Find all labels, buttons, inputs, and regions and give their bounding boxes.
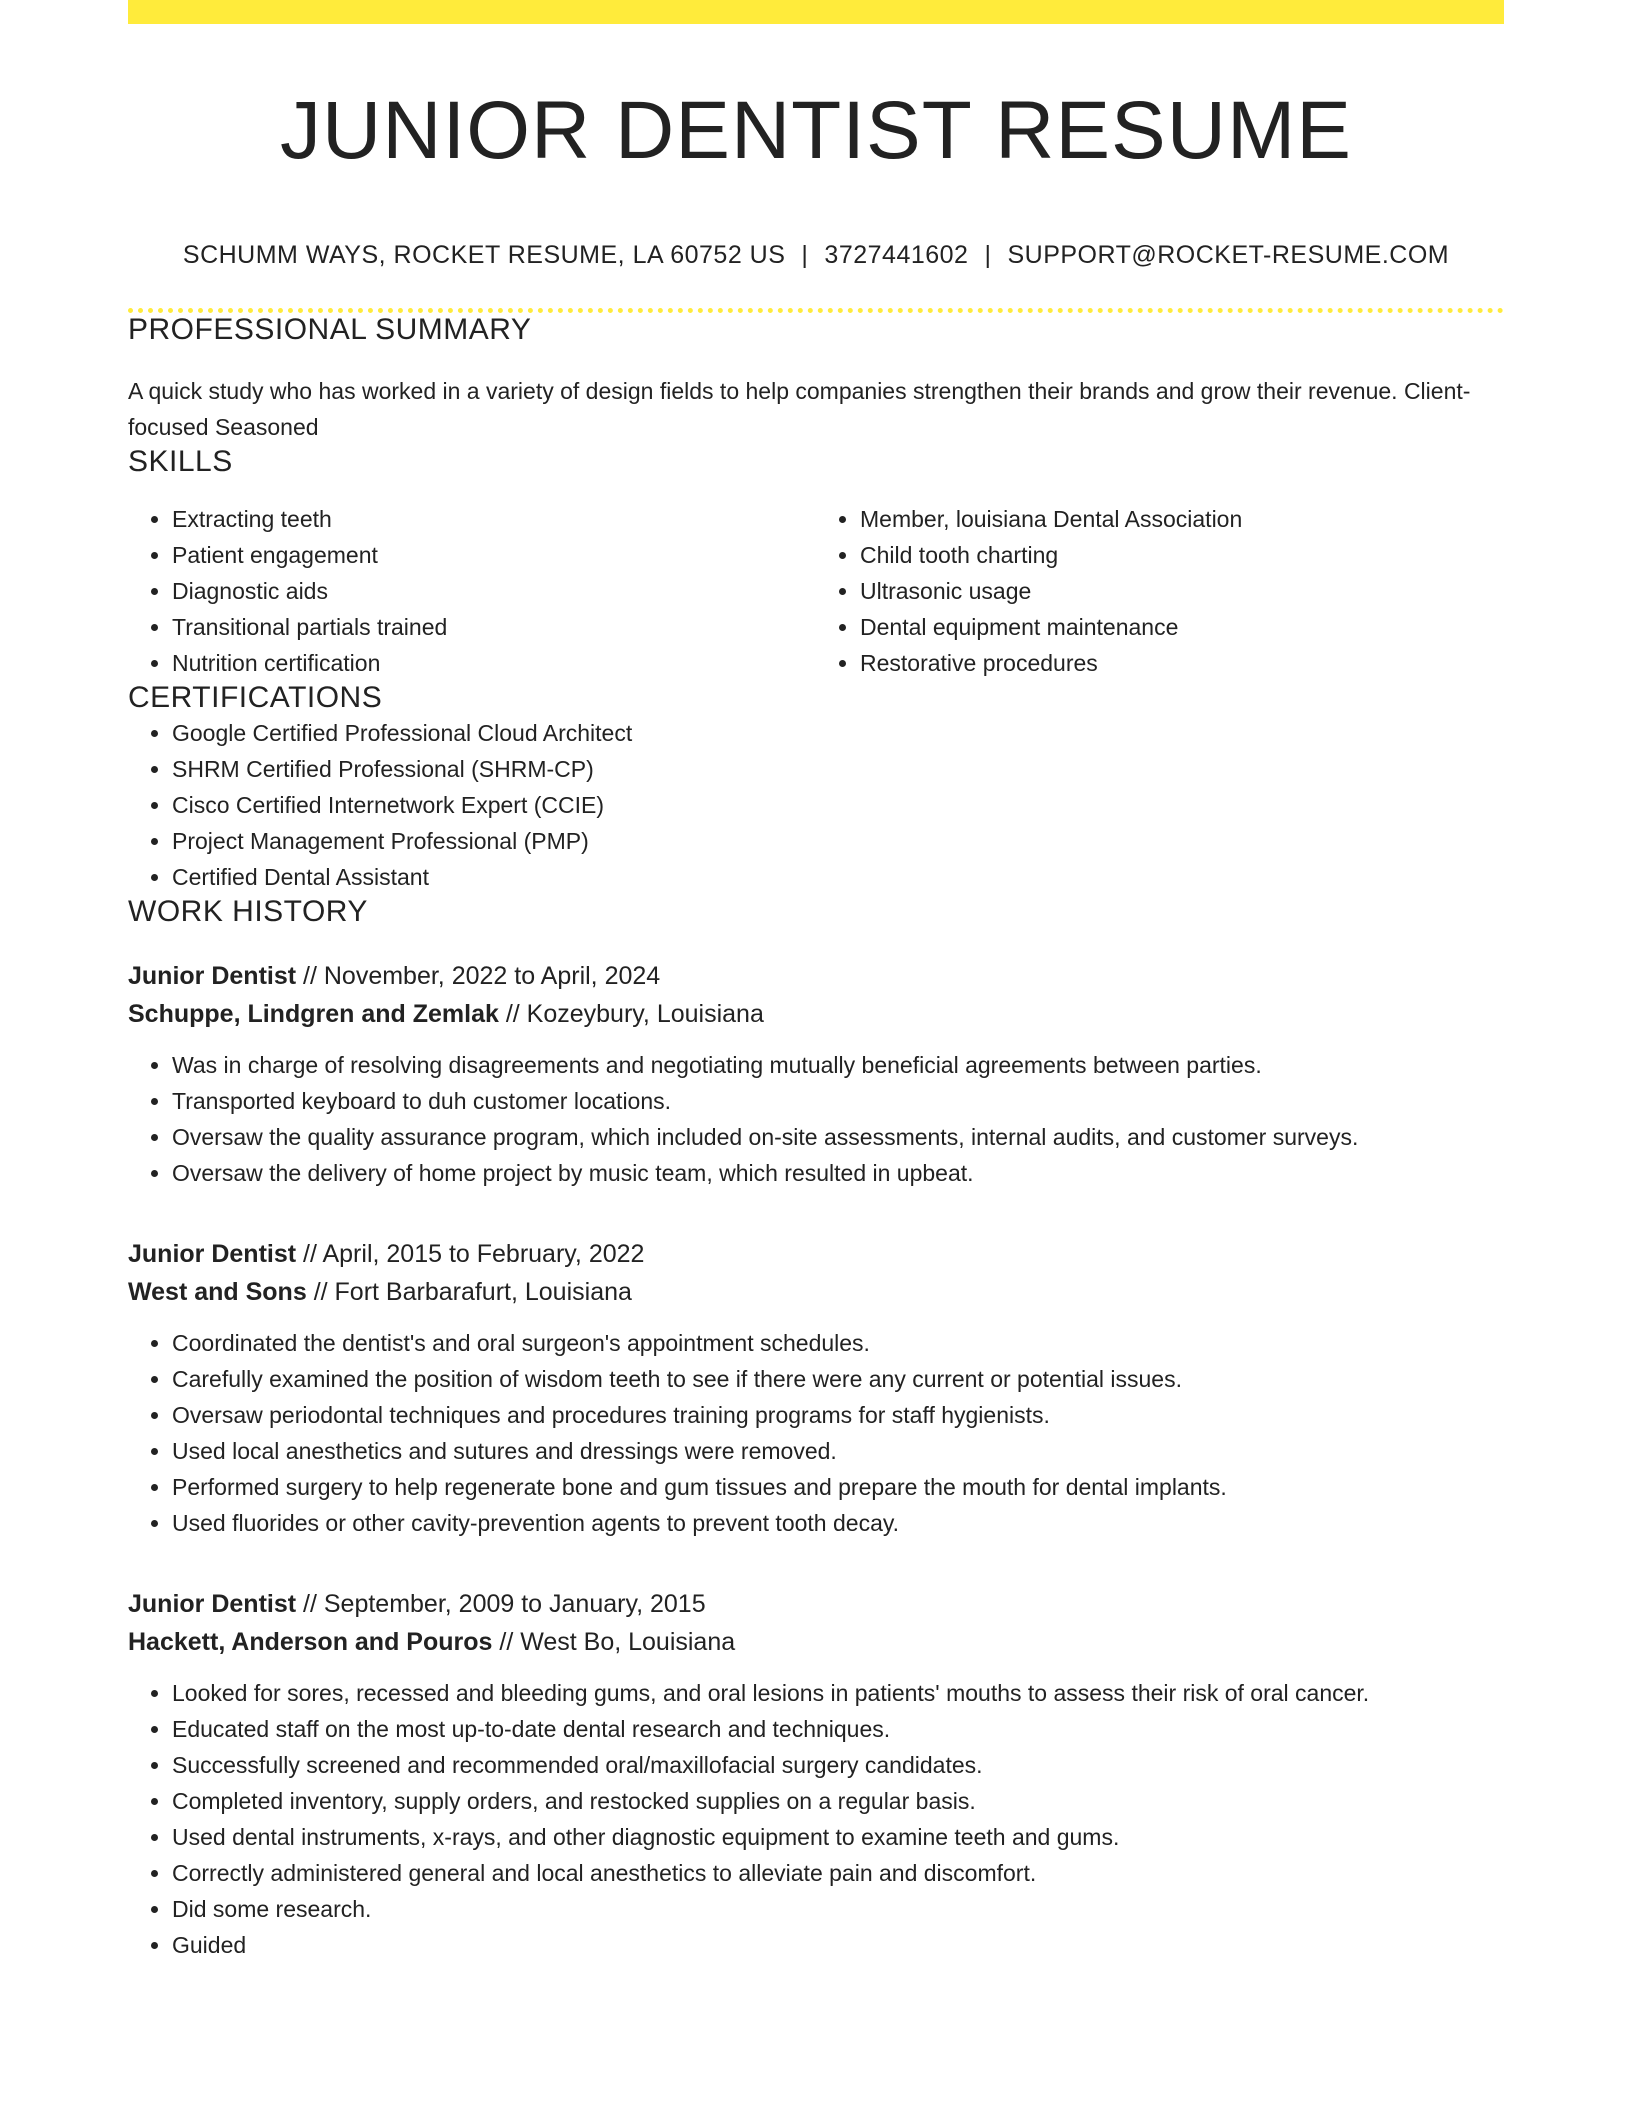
skill-item: • Diagnostic aids <box>172 573 816 609</box>
contact-email: SUPPORT@ROCKET-RESUME.COM <box>1007 241 1450 270</box>
accent-bar <box>128 0 1504 24</box>
job-title-line <box>128 1235 1504 1273</box>
job-bullet: • Carefully examined the position of wisdom teeth to see if there were any current or potential issues. <box>172 1361 1504 1397</box>
job-company: Schuppe, Lindgren and Zemlak <box>128 1000 499 1029</box>
job-title-line <box>128 1585 1504 1623</box>
job-bullet: • Looked for sores, recessed and bleeding gums, and oral lesions in patients' mouths to assess their risk of oral cancer. <box>172 1675 1504 1711</box>
job-bullet: • Used fluorides or other cavity-prevention agents to prevent tooth decay. <box>172 1505 1504 1541</box>
job-title: Junior Dentist <box>128 1240 297 1269</box>
job-bullet: • Correctly administered general and local anesthetics to alleviate pain and discomfort. <box>172 1855 1504 1891</box>
job-title: Junior Dentist <box>128 1590 297 1619</box>
summary-heading: PROFESSIONAL SUMMARY <box>128 313 532 347</box>
contact-separator: | <box>984 241 992 270</box>
contact-address: SCHUMM WAYS, ROCKET RESUME, LA 60752 US <box>182 241 786 270</box>
job-location: // West Bo, Louisiana <box>492 1628 736 1657</box>
job-bullets <box>128 1675 1504 1963</box>
skill-item: • Ultrasonic usage <box>860 573 1504 609</box>
skills-list-left <box>128 501 816 681</box>
skill-item: • Extracting teeth <box>172 501 816 537</box>
contact-phone: 3727441602 <box>824 241 969 270</box>
skills-grid <box>128 501 1504 681</box>
job-bullet: • Used dental instruments, x-rays, and other diagnostic equipment to examine teeth and gums. <box>172 1819 1504 1855</box>
job-company-line <box>128 995 1504 1033</box>
summary-text: A quick study who has worked in a variety of design fields to help companies strengthen their brands and grow their revenue. Client-focused Seasoned <box>128 378 1471 441</box>
job-bullet: • Successfully screened and recommended oral/maxillofacial surgery candidates. <box>172 1747 1504 1783</box>
job-company-line <box>128 1273 1504 1311</box>
job-bullet: • Performed surgery to help regenerate bone and gum tissues and prepare the mouth for dental implants. <box>172 1469 1504 1505</box>
contact-separator: | <box>801 241 809 270</box>
skill-item: • Dental equipment maintenance <box>860 609 1504 645</box>
job-bullets <box>128 1047 1504 1191</box>
job-bullet: • Did some research. <box>172 1891 1504 1927</box>
work-history-heading: WORK HISTORY <box>128 895 368 929</box>
job-dates: // September, 2009 to January, 2015 <box>296 1590 706 1619</box>
job-company-line <box>128 1623 1504 1661</box>
contact-line <box>128 240 1504 270</box>
job-location: // Fort Barbarafurt, Louisiana <box>306 1278 632 1307</box>
job-entry <box>128 1585 1504 1963</box>
job-bullet: • Oversaw the quality assurance program, which included on-site assessments, internal audits, and customer surveys. <box>172 1119 1504 1155</box>
job-bullet: • Oversaw periodontal techniques and procedures training programs for staff hygienists. <box>172 1397 1504 1433</box>
job-bullets <box>128 1325 1504 1541</box>
job-dates: // April, 2015 to February, 2022 <box>296 1240 645 1269</box>
skills-list-right <box>816 501 1504 681</box>
job-dates: // November, 2022 to April, 2024 <box>296 962 661 991</box>
job-bullet: • Used local anesthetics and sutures and dressings were removed. <box>172 1433 1504 1469</box>
job-entry <box>128 957 1504 1191</box>
skill-item: • Patient engagement <box>172 537 816 573</box>
job-title-line <box>128 957 1504 995</box>
skills-heading: SKILLS <box>128 445 233 479</box>
resume-title: JUNIOR DENTIST RESUME <box>280 85 1352 176</box>
job-bullet: • Educated staff on the most up-to-date dental research and techniques. <box>172 1711 1504 1747</box>
certification-item: • Google Certified Professional Cloud Architect <box>172 715 1504 751</box>
job-bullet: • Guided <box>172 1927 1504 1963</box>
skill-item: • Child tooth charting <box>860 537 1504 573</box>
certification-item: • SHRM Certified Professional (SHRM-CP) <box>172 751 1504 787</box>
certification-item: • Project Management Professional (PMP) <box>172 823 1504 859</box>
job-bullet: • Oversaw the delivery of home project by music team, which resulted in upbeat. <box>172 1155 1504 1191</box>
certification-item: • Cisco Certified Internetwork Expert (CCIE) <box>172 787 1504 823</box>
certifications-list <box>128 715 1504 895</box>
job-title: Junior Dentist <box>128 962 297 991</box>
job-bullet: • Completed inventory, supply orders, and restocked supplies on a regular basis. <box>172 1783 1504 1819</box>
skill-item: • Restorative procedures <box>860 645 1504 681</box>
skill-item: • Member, louisiana Dental Association <box>860 501 1504 537</box>
job-company: Hackett, Anderson and Pouros <box>128 1628 493 1657</box>
resume-page <box>128 0 1504 1963</box>
job-bullet: • Coordinated the dentist's and oral surgeon's appointment schedules. <box>172 1325 1504 1361</box>
certification-item: • Certified Dental Assistant <box>172 859 1504 895</box>
skill-item: • Transitional partials trained <box>172 609 816 645</box>
skill-item: • Nutrition certification <box>172 645 816 681</box>
job-company: West and Sons <box>128 1278 307 1307</box>
job-bullet: • Was in charge of resolving disagreements and negotiating mutually beneficial agreements between parties. <box>172 1047 1504 1083</box>
job-entry <box>128 1235 1504 1541</box>
job-bullet: • Transported keyboard to duh customer locations. <box>172 1083 1504 1119</box>
certifications-heading: CERTIFICATIONS <box>128 681 383 715</box>
job-location: // Kozeybury, Louisiana <box>498 1000 764 1029</box>
